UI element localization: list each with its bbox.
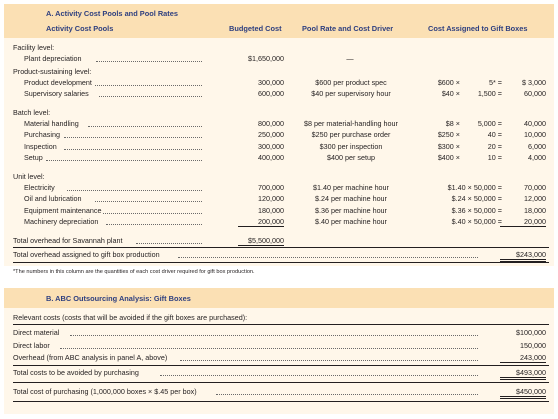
pool-rate: $.24 per machine hour xyxy=(315,194,387,204)
driver-quantity: 5,000 = xyxy=(477,119,502,128)
leader-dots xyxy=(46,160,202,161)
pool-rate: $.36 per machine hour xyxy=(315,205,387,215)
plant-depreciation-label: Plant depreciation xyxy=(24,54,82,63)
footnote: *The numbers in this column are the quantities of each cost driver required for gift box production. xyxy=(13,269,255,275)
budgeted-cost: 120,000 xyxy=(258,194,284,204)
leader-dots xyxy=(64,137,203,138)
cost-pool-name: Product development xyxy=(24,78,92,87)
relevant-cost-name: Direct material xyxy=(13,328,60,337)
relevant-cost-value: 243,000 xyxy=(500,353,546,363)
plant-depreciation-dash: — xyxy=(346,54,354,63)
assigned-rate: $8 × xyxy=(445,119,460,128)
assigned-cost: 12,000 xyxy=(524,194,546,204)
leader-dots xyxy=(178,257,478,258)
assigned-cost: 10,000 xyxy=(524,130,546,140)
assigned-rate: $.24 × 50,000 = xyxy=(451,194,502,204)
avoided-costs-label: Total costs to be avoided by purchasing xyxy=(13,368,139,377)
avoided-costs-value: $493,000 xyxy=(500,368,546,380)
pool-rate: $600 per product spec xyxy=(315,78,387,87)
leader-dots xyxy=(160,375,478,376)
total-overhead-label: Total overhead for Savannah plant xyxy=(13,236,123,245)
assigned-cost: 18,000 xyxy=(524,205,546,215)
leader-dots xyxy=(96,61,202,62)
budgeted-cost: 700,000 xyxy=(258,183,284,192)
cost-pool-name: Purchasing xyxy=(24,130,60,140)
budgeted-cost: 800,000 xyxy=(258,119,284,128)
cost-pool-name: Material handling xyxy=(24,119,79,128)
assigned-rate: $300 × xyxy=(437,141,460,151)
budgeted-cost: 600,000 xyxy=(258,89,284,98)
unit-level-label: Unit level: xyxy=(13,172,45,181)
batch-level-label: Batch level: xyxy=(13,108,51,117)
pool-rate: $40 per supervisory hour xyxy=(311,89,391,98)
cost-pool-name: Oil and lubrication xyxy=(24,194,82,204)
assigned-cost: $ 3,000 xyxy=(522,78,546,87)
leader-dots xyxy=(99,96,202,97)
cost-pool-name: Electricity xyxy=(24,183,55,192)
relevant-cost-name: Direct labor xyxy=(13,340,50,350)
divider-rule xyxy=(13,324,549,325)
pool-rate: $250 per purchase order xyxy=(311,130,391,140)
budgeted-cost: 300,000 xyxy=(258,78,284,87)
assigned-rate: $.40 × 50,000 = xyxy=(451,216,502,226)
divider-rule xyxy=(13,365,549,366)
leader-dots xyxy=(95,85,202,86)
leader-dots xyxy=(216,394,478,395)
assigned-rate: $250 × xyxy=(437,130,460,140)
cost-pool-name: Inspection xyxy=(24,141,57,151)
plant-depreciation-budget: $1,650,000 xyxy=(248,54,284,63)
driver-quantity: 40 = xyxy=(487,130,502,140)
divider-rule xyxy=(13,247,549,248)
assigned-cost: 4,000 xyxy=(528,152,546,162)
divider-rule xyxy=(13,401,549,402)
panel-a-title: A. Activity Cost Pools and Pool Rates xyxy=(46,9,178,18)
driver-quantity: 1,500 = xyxy=(477,89,502,98)
cost-pool-name: Supervisory salaries xyxy=(24,89,89,98)
assigned-rate: $1.40 × 50,000 = xyxy=(447,183,502,192)
assigned-rate: $600 × xyxy=(437,78,460,87)
relevant-cost-value: $100,000 xyxy=(516,328,546,337)
cost-pool-name: Equipment maintenance xyxy=(24,205,102,215)
leader-dots xyxy=(95,201,202,202)
budgeted-cost: 300,000 xyxy=(258,141,284,151)
col-header-pools: Activity Cost Pools xyxy=(46,24,114,33)
col-header-budget: Budgeted Cost xyxy=(229,24,282,33)
divider-rule xyxy=(13,382,549,383)
pool-rate: $1.40 per machine hour xyxy=(313,183,389,192)
assigned-cost: 20,000 xyxy=(500,217,546,227)
pool-rate: $300 per inspection xyxy=(319,141,383,151)
relevant-cost-value: 150,000 xyxy=(520,340,546,350)
leader-dots xyxy=(180,360,478,361)
relevant-costs-label: Relevant costs (costs that will be avoided if the gift boxes are purchased): xyxy=(13,313,248,322)
panel-b-title: B. ABC Outsourcing Analysis: Gift Boxes xyxy=(46,294,191,303)
budgeted-cost: 180,000 xyxy=(258,205,284,215)
leader-dots xyxy=(136,243,202,244)
budgeted-cost: 400,000 xyxy=(258,152,284,162)
col-header-rate: Pool Rate and Cost Driver xyxy=(302,24,394,33)
assigned-rate: $.36 × 50,000 = xyxy=(451,205,502,215)
assigned-cost: 6,000 xyxy=(528,141,546,151)
cost-pool-name: Setup xyxy=(24,152,43,162)
leader-dots xyxy=(60,348,478,349)
leader-dots xyxy=(106,224,202,225)
pool-rate: $400 per setup xyxy=(327,152,375,162)
leader-dots xyxy=(103,213,202,214)
assigned-cost: 60,000 xyxy=(524,89,546,98)
assigned-cost: 40,000 xyxy=(524,119,546,128)
leader-dots xyxy=(88,126,202,127)
pool-rate: $8 per material-handling hour xyxy=(304,119,398,128)
leader-dots xyxy=(64,149,203,150)
total-assigned-label: Total overhead assigned to gift box production xyxy=(13,250,160,259)
driver-quantity: 10 = xyxy=(487,152,502,162)
budgeted-cost: 250,000 xyxy=(258,130,284,140)
facility-level-label: Facility level: xyxy=(13,43,55,52)
divider-rule xyxy=(13,262,549,263)
budgeted-cost: 200,000 xyxy=(238,217,284,227)
product-level-label: Product-sustaining level: xyxy=(13,67,92,76)
assigned-rate: $400 × xyxy=(437,152,460,162)
driver-quantity: 5* = xyxy=(489,78,502,87)
total-assigned-value: $243,000 xyxy=(500,250,546,262)
leader-dots xyxy=(67,190,202,191)
assigned-rate: $40 × xyxy=(441,89,460,98)
purchasing-cost-label: Total cost of purchasing (1,000,000 boxes × $.45 per box) xyxy=(13,387,197,396)
purchasing-cost-value: $450,000 xyxy=(500,387,546,399)
assigned-cost: 70,000 xyxy=(524,183,546,192)
leader-dots xyxy=(70,335,478,336)
pool-rate: $.40 per machine hour xyxy=(315,216,387,226)
cost-pool-name: Machinery depreciation xyxy=(24,216,99,226)
col-header-assigned: Cost Assigned to Gift Boxes xyxy=(428,24,528,33)
relevant-cost-name: Overhead (from ABC analysis in panel A, above) xyxy=(13,353,168,362)
total-overhead-value: $5,500,000 xyxy=(238,236,284,248)
driver-quantity: 20 = xyxy=(487,141,502,151)
